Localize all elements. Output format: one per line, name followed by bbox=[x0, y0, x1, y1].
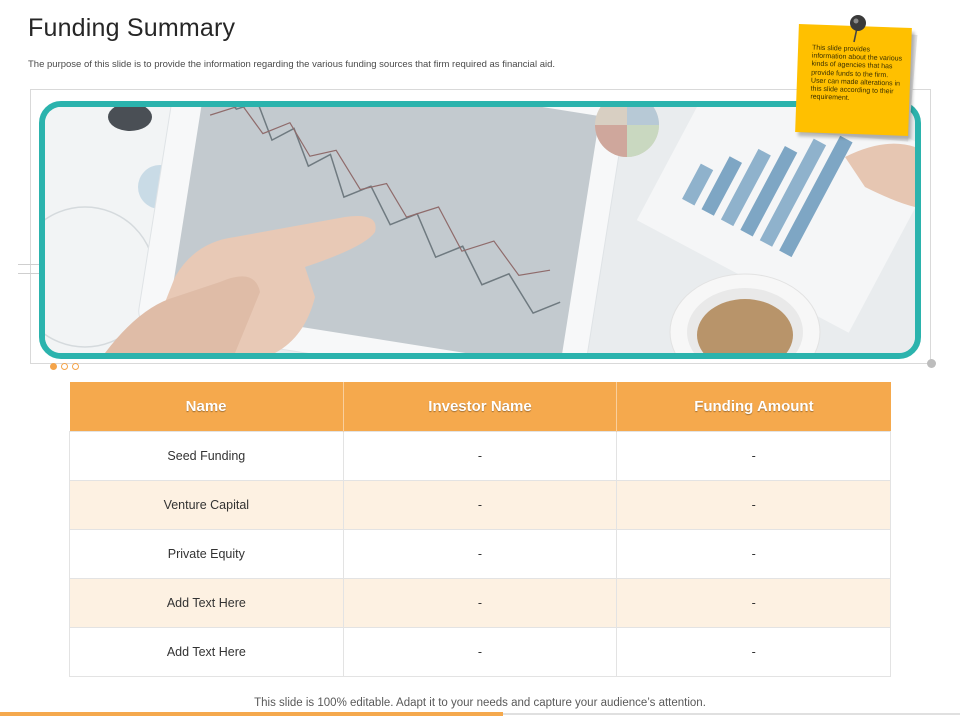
cell-name: Add Text Here bbox=[70, 628, 344, 677]
sticky-note: This slide provides information about the various kinds of agencies that has provide funds to the firm. User can made alterations in this slide according to their requirement. bbox=[795, 24, 912, 136]
cell-funding-amount: - bbox=[617, 530, 891, 579]
cell-investor-name: - bbox=[343, 579, 617, 628]
header-investor-name: Investor Name bbox=[343, 382, 617, 432]
cell-name: Venture Capital bbox=[70, 481, 344, 530]
cell-investor-name: - bbox=[343, 432, 617, 481]
cell-funding-amount: - bbox=[617, 432, 891, 481]
footer-note: This slide is 100% editable. Adapt it to your needs and capture your audience’s attention. bbox=[254, 697, 706, 709]
cell-name: Seed Funding bbox=[70, 432, 344, 481]
cell-investor-name: - bbox=[343, 481, 617, 530]
pager-dot-2 bbox=[61, 363, 68, 370]
table-row bbox=[70, 432, 891, 481]
pager-dot-1 bbox=[50, 363, 57, 370]
table-row bbox=[70, 481, 891, 530]
cell-name: Add Text Here bbox=[70, 579, 344, 628]
footer-divider bbox=[503, 713, 960, 715]
pushpin-icon bbox=[848, 14, 868, 44]
tablet-chart-photo bbox=[45, 107, 915, 353]
cell-funding-amount: - bbox=[617, 628, 891, 677]
cell-funding-amount: - bbox=[617, 481, 891, 530]
table-row bbox=[70, 530, 891, 579]
header-funding-amount: Funding Amount bbox=[617, 382, 891, 432]
cell-name: Private Equity bbox=[70, 530, 344, 579]
cell-funding-amount: - bbox=[617, 579, 891, 628]
header-name: Name bbox=[70, 382, 344, 432]
slide-subtitle: The purpose of this slide is to provide the information regarding the various funding sources that firm required as financial aid. bbox=[28, 59, 556, 70]
carousel-pager bbox=[50, 363, 79, 370]
table-row bbox=[70, 628, 891, 677]
funding-table bbox=[69, 382, 891, 677]
footer-accent-bar bbox=[0, 712, 503, 716]
pager-dot-3 bbox=[72, 363, 79, 370]
cell-investor-name: - bbox=[343, 628, 617, 677]
slide-title: Funding Summary bbox=[28, 14, 236, 42]
table-header-row bbox=[70, 382, 891, 432]
hero-image bbox=[39, 101, 921, 359]
table-row bbox=[70, 579, 891, 628]
cell-investor-name: - bbox=[343, 530, 617, 579]
frame-decoration-dot bbox=[927, 359, 936, 368]
